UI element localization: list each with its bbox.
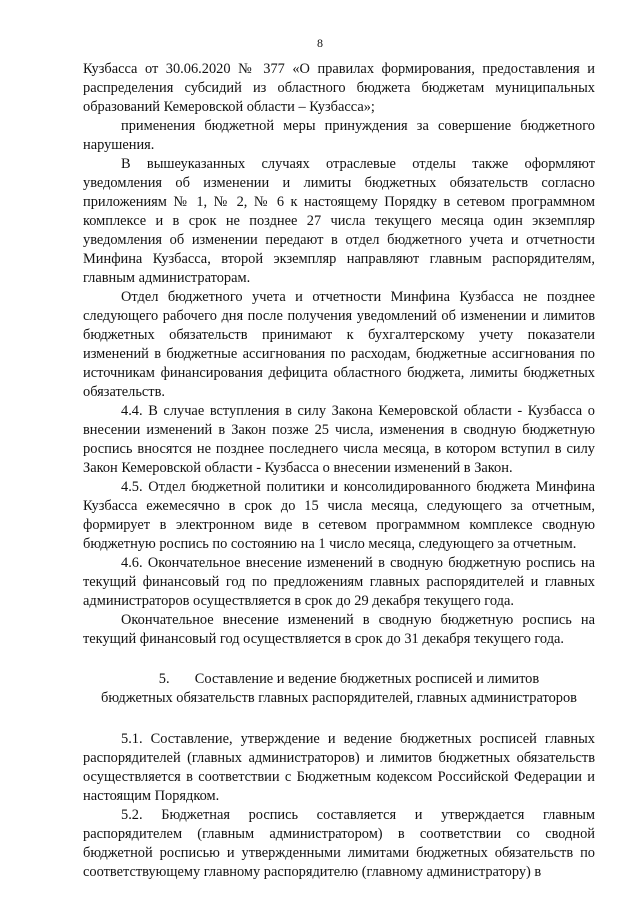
- paragraph: 5.1. Составление, утверждение и ведение бюджетных росписей главных распорядителей (главных администраторов) и лимитов бюджетных обязательств осуществляется в соответствии с Бюджетным кодексом Российской Федерации и настоящим Порядком.: [83, 731, 595, 804]
- paragraph: 4.6. Окончательное внесение изменений в сводную бюджетную роспись на текущий финансовый год по предложениям главных распорядителей и главных администраторов осуществляется в срок до 29 декабря текущего года.: [83, 555, 595, 609]
- section-heading: [83, 670, 595, 708]
- document-body: [83, 60, 595, 882]
- section-title-line1: Составление и ведение бюджетных росписей и лимитов: [194, 671, 540, 687]
- section-number: 5.: [158, 671, 170, 687]
- paragraph: Кузбасса от 30.06.2020 № 377 «О правилах формирования, предоставления и распределения субсидий из областного бюджета бюджетам муниципальных образований Кемеровской области – Кузбасса»;: [83, 61, 595, 115]
- section-heading-line1: [83, 670, 595, 689]
- section-title-line2: бюджетных обязательств главных распорядителей, главных администраторов: [101, 690, 577, 706]
- paragraph: Отдел бюджетного учета и отчетности Минфина Кузбасса не позднее следующего рабочего дня после получения уведомлений об изменении и лимитов бюджетных обязательств принимают к бухгалтерскому учету показатели изменений в бюджетные ассигнования по расходам, бюджетные ассигнования по источникам финансирования дефицита областного бюджета, лимиты бюджетных обязательств.: [83, 289, 595, 400]
- page-number: 8: [317, 36, 323, 50]
- paragraph: Окончательное внесение изменений в сводную бюджетную роспись на текущий финансовый год осуществляется в срок до 31 декабря текущего года.: [83, 612, 595, 647]
- paragraph: 5.2. Бюджетная роспись составляется и утверждается главным распорядителем (главным администратором) в соответствии со сводной бюджетной росписью и утвержденными лимитами бюджетных обязательств по соответствующему главному распорядителю (главному администратору) в: [83, 807, 595, 880]
- paragraph: 4.4. В случае вступления в силу Закона Кемеровской области - Кузбасса о внесении изменений в Закон позже 25 числа, изменения в сводную бюджетную роспись вносятся не позднее последнего числа месяца, в котором вступил в силу Закон Кемеровской области - Кузбасса о внесении изменений в Закон.: [83, 403, 595, 476]
- paragraph: В вышеуказанных случаях отраслевые отделы также оформляют уведомления об изменении и лимиты бюджетных обязательств согласно приложениям № 1, № 2, № 6 к настоящему Порядку в сетевом программном комплексе и в срок не позднее 27 числа текущего месяца один экземпляр уведомления об изменении передают в отдел бюджетного учета и отчетности Минфина Кузбасса, второй экземпляр направляют главным распорядителям, главным администраторам.: [83, 156, 595, 286]
- paragraph: применения бюджетной меры принуждения за совершение бюджетного нарушения.: [83, 118, 595, 153]
- paragraph: 4.5. Отдел бюджетной политики и консолидированного бюджета Минфина Кузбасса ежемесячно в срок до 15 числа месяца, следующего за отчетным, формирует в электронном виде в сетевом программном комплексе сводную бюджетную роспись по состоянию на 1 число месяца, следующего за отчетным.: [83, 479, 595, 552]
